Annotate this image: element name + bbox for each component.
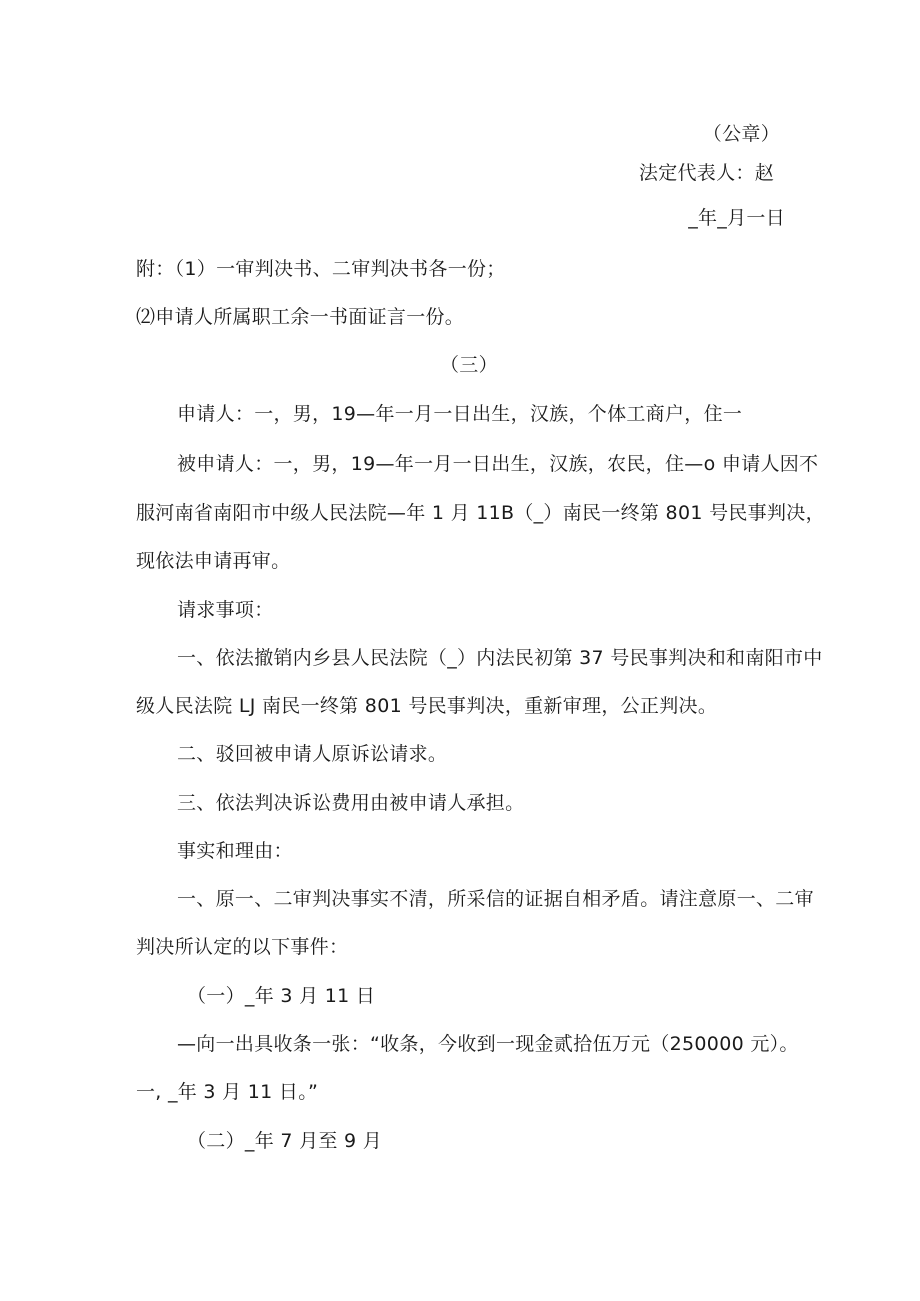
- seal-label: （公章）: [702, 123, 780, 145]
- claim-2: 二、驳回被申请人原诉讼请求。: [177, 743, 448, 765]
- claims-heading: 请求事项：: [177, 599, 274, 621]
- applicant-paragraph: 申请人：一，男，19—年一月一日出生，汉族，个体工商户，住一: [177, 403, 743, 425]
- fact-1-line-1: 一、原一、二审判决事实不清，所采信的证据自相矛盾。请注意原一、二审: [177, 888, 814, 910]
- claim-3: 三、依法判决诉讼费用由被申请人承担。: [177, 792, 525, 814]
- event-1-heading: （一）_年 3 月 11 日: [187, 985, 376, 1007]
- event-2-heading: （二）_年 7 月至 9 月: [187, 1130, 383, 1152]
- respondent-paragraph-line-2: 服河南省南阳市中级人民法院—年 1 月 11B（_）南民一终第 801 号民事判决，: [136, 502, 825, 524]
- event-1-text-line-2: 一, _年 3 月 11 日。”: [136, 1081, 319, 1103]
- attachment-2: ⑵申请人所属职工余一书面证言一份。: [136, 306, 465, 328]
- section-title: （三）: [440, 354, 498, 376]
- claim-1-line-2: 级人民法院 LJ 南民一终第 801 号民事判决，重新审理，公正判决。: [136, 695, 718, 717]
- respondent-paragraph-line-1: 被申请人：一，男，19—年一月一日出生，汉族，农民，住—o 申请人因不: [177, 453, 819, 475]
- legal-representative: 法定代表人：赵: [638, 162, 774, 184]
- event-1-text-line-1: —向一出具收条一张：“收条，今收到一现金贰拾伍万元（250000 元）。: [177, 1033, 799, 1055]
- signature-date: _年_月一日: [688, 207, 785, 229]
- claim-1-line-1: 一、依法撤销内乡县人民法院（_）内法民初第 37 号民事判决和和南阳市中: [177, 647, 823, 669]
- facts-heading: 事实和理由：: [177, 840, 293, 862]
- attachment-1: 附：（1）一审判决书、二审判决书各一份；: [136, 258, 506, 280]
- respondent-paragraph-line-3: 现依法申请再审。: [136, 550, 291, 572]
- fact-1-line-2: 判决所认定的以下事件：: [136, 936, 349, 958]
